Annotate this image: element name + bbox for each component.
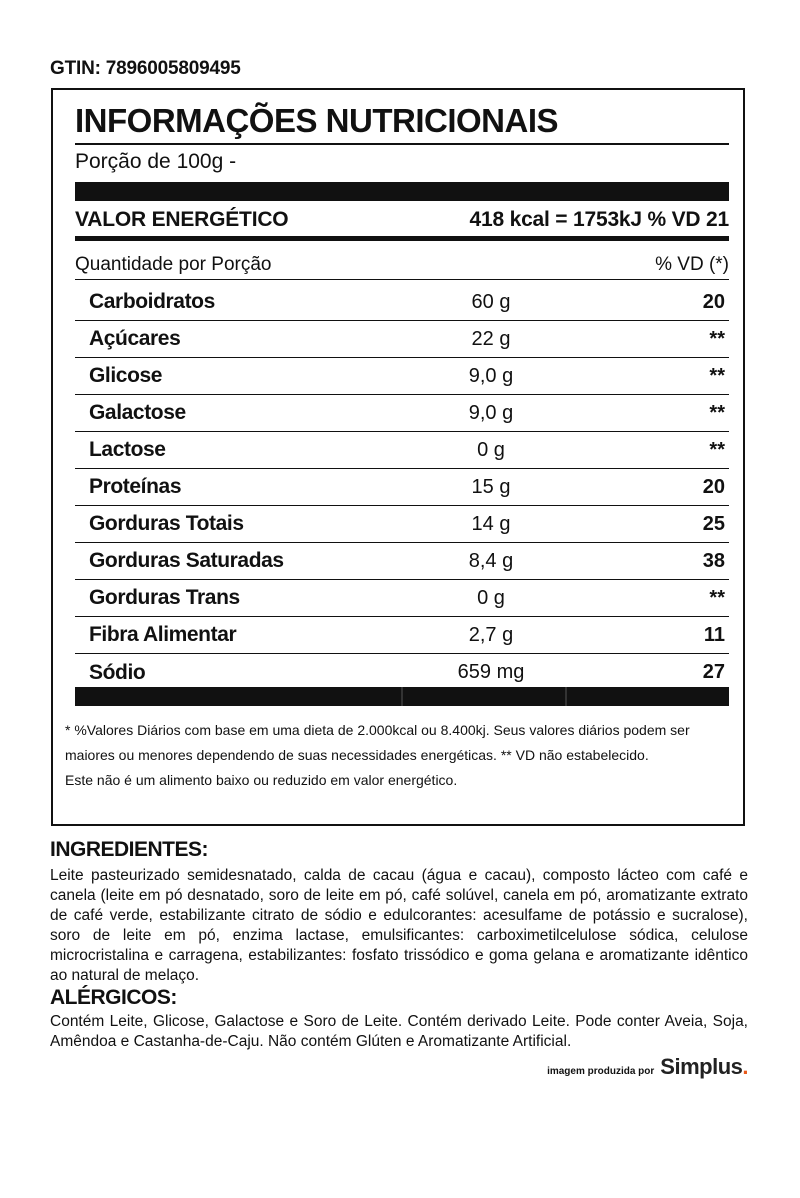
divider-bar-bottom bbox=[75, 687, 729, 706]
nutrient-amount: 9,0 g bbox=[468, 401, 514, 424]
nutrient-vd: 25 bbox=[702, 512, 725, 535]
footnote bbox=[65, 718, 735, 793]
allergens-title: ALÉRGICOS: bbox=[50, 986, 177, 1009]
nutrient-row bbox=[75, 506, 729, 543]
nutrient-table bbox=[75, 284, 729, 691]
nutrient-vd: 11 bbox=[703, 623, 725, 646]
image-credit bbox=[547, 1054, 748, 1080]
nutrient-vd: ** bbox=[709, 401, 725, 424]
portion-size: Porção de 100g - bbox=[75, 150, 237, 173]
nutrient-vd: 20 bbox=[702, 290, 725, 313]
nutrient-row bbox=[75, 617, 729, 654]
divider-bar-top bbox=[75, 182, 729, 201]
bar-segment-line bbox=[565, 687, 567, 706]
nutrient-row bbox=[75, 321, 729, 358]
nutrient-vd: ** bbox=[709, 586, 725, 609]
nutrient-vd: ** bbox=[709, 438, 725, 461]
nutrient-vd: ** bbox=[709, 327, 725, 350]
nutrient-name: Açúcares bbox=[89, 327, 181, 350]
quantity-header-left: Quantidade por Porção bbox=[75, 253, 272, 275]
nutrient-name: Carboidratos bbox=[89, 290, 215, 313]
brand-dot: . bbox=[742, 1054, 748, 1079]
quantity-header bbox=[75, 250, 729, 280]
footnote-dv: * %Valores Diários com base em uma dieta de 2.000kcal ou 8.400kj. Seus valores diários podem ser maiores ou menores dependendo de suas necessidades energéticas. ** VD não estabelecido. bbox=[65, 722, 690, 763]
brand-name: Simplus bbox=[660, 1054, 743, 1079]
nutrient-row bbox=[75, 284, 729, 321]
nutrition-facts-panel bbox=[51, 88, 745, 826]
energy-value: 418 kcal = 1753kJ % VD 21 bbox=[469, 207, 729, 231]
ingredients-title: INGREDIENTES: bbox=[50, 838, 209, 861]
panel-title: INFORMAÇÕES NUTRICIONAIS bbox=[75, 102, 729, 145]
ingredients-text: Leite pasteurizado semidesnatado, calda de cacau (água e cacau), composto lácteo com café e canela (leite em pó desnatado, soro de leite em pó, café solúvel, canela em pó, aromatizante extrato de café verde, estabilizante citrato de sódio e edulcorantes: acesulfame de potássio e sucralose), soro de leite em pó, enzima lactase, emulsificantes: carboximetilcelulose sódica, celulose microcristalina e carragena, estabilizantes: fosfato trissódico e goma gelana e aromatizante idêntico ao natural de melaço. bbox=[50, 867, 748, 984]
nutrient-name: Fibra Alimentar bbox=[89, 623, 237, 646]
quantity-header-right: % VD (*) bbox=[655, 253, 729, 275]
nutrient-name: Galactose bbox=[89, 401, 186, 424]
footnote-energy: Este não é um alimento baixo ou reduzido em valor energético. bbox=[65, 772, 458, 788]
nutrient-vd: 27 bbox=[702, 661, 725, 683]
nutrient-name: Gorduras Saturadas bbox=[89, 549, 284, 572]
nutrient-vd: ** bbox=[709, 364, 725, 387]
nutrient-name: Lactose bbox=[89, 438, 166, 461]
simplus-logo bbox=[660, 1054, 748, 1080]
nutrient-vd: 20 bbox=[702, 475, 725, 498]
nutrient-row bbox=[75, 469, 729, 506]
nutrient-amount: 659 mg bbox=[457, 661, 525, 683]
nutrient-name: Glicose bbox=[89, 364, 163, 387]
gtin-code: GTIN: 7896005809495 bbox=[50, 58, 241, 79]
nutrient-amount: 60 g bbox=[471, 290, 511, 313]
nutrient-amount: 0 g bbox=[477, 438, 505, 461]
nutrient-amount: 0 g bbox=[477, 586, 505, 609]
nutrient-amount: 9,0 g bbox=[468, 364, 514, 387]
allergens-text: Contém Leite, Glicose, Galactose e Soro de Leite. Contém derivado Leite. Pode conter Aveia, Soja, Amêndoa e Castanha-de-Caju. Não contém Glúten e Aromatizante Artificial. bbox=[50, 1013, 748, 1050]
nutrient-row bbox=[75, 395, 729, 432]
nutrient-name: Proteínas bbox=[89, 475, 182, 498]
nutrient-row bbox=[75, 580, 729, 617]
nutrient-row bbox=[75, 358, 729, 395]
nutrient-vd: 38 bbox=[702, 549, 725, 572]
nutrient-row bbox=[75, 654, 729, 691]
credit-caption: imagem produzida por bbox=[547, 1066, 655, 1077]
energy-row bbox=[75, 203, 729, 241]
energy-label: VALOR ENERGÉTICO bbox=[75, 207, 289, 231]
nutrient-amount: 2,7 g bbox=[468, 623, 514, 646]
bar-segment-line bbox=[401, 687, 403, 706]
nutrient-amount: 8,4 g bbox=[468, 549, 514, 572]
nutrient-name: Sódio bbox=[89, 660, 146, 684]
nutrient-row bbox=[75, 543, 729, 580]
nutrient-amount: 22 g bbox=[471, 327, 511, 350]
nutrient-amount: 14 g bbox=[471, 512, 511, 535]
nutrient-name: Gorduras Trans bbox=[89, 586, 240, 609]
nutrient-amount: 15 g bbox=[471, 475, 511, 498]
nutrient-row bbox=[75, 432, 729, 469]
nutrient-name: Gorduras Totais bbox=[89, 512, 244, 535]
